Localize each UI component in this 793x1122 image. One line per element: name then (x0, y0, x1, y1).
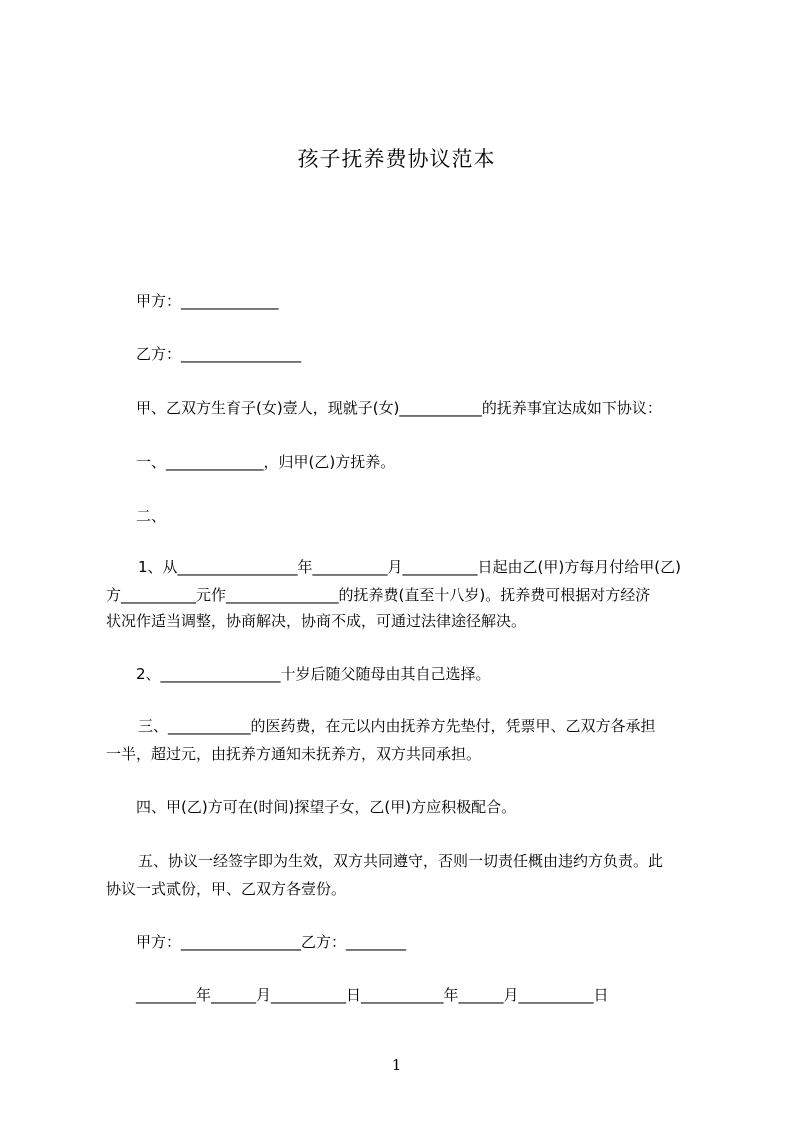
clause-2-heading: 二、 (136, 507, 167, 525)
clause-5-line-1: 五、协议一经签字即为生效，双方共同遵守，否则一切责任概由违约方负责。此 (138, 852, 664, 870)
signature-line: 甲方：________________乙方：________ (136, 933, 407, 951)
clause-1: 一、_____________，归甲(乙)方抚养。 (136, 453, 396, 471)
clause-3-line-1: 三、___________的医药费，在元以内由抚养方先垫付，凭票甲、乙双方各承担 (138, 717, 656, 735)
party-b-line: 乙方：________________ (136, 345, 302, 363)
date-line: ________年______月__________日___________年______月__________日 (136, 986, 609, 1004)
clause-3-line-2: 一半，超过元，由抚养方通知未抚养方，双方共同承担。 (106, 745, 482, 763)
intro-paragraph: 甲、乙双方生育子(女)壹人，现就子(女)___________的抚养事宜达成如下协议： (136, 399, 662, 417)
clause-2-2: 2、________________十岁后随父随母由其自己选择。 (136, 665, 491, 683)
page-number: 1 (391, 1056, 402, 1074)
clause-5-line-2: 协议一式贰份，甲、乙双方各壹份。 (106, 880, 347, 898)
clause-2-1-line-2: 方__________元作_______________的抚养费(直至十八岁)。抚养费可根据对方经济 (106, 586, 651, 604)
clause-2-1-line-1: 1、从________________年__________月__________日起由乙(甲)方每月付给甲(乙) (138, 558, 681, 576)
party-a-line: 甲方：_____________ (136, 292, 279, 310)
clause-4: 四、甲(乙)方可在(时间)探望子女，乙(甲)方应积极配合。 (136, 798, 517, 816)
document-title: 孩子抚养费协议范本 (297, 147, 496, 171)
clause-2-1-line-3: 状况作适当调整，协商解决，协商不成，可通过法律途径解决。 (106, 612, 527, 630)
